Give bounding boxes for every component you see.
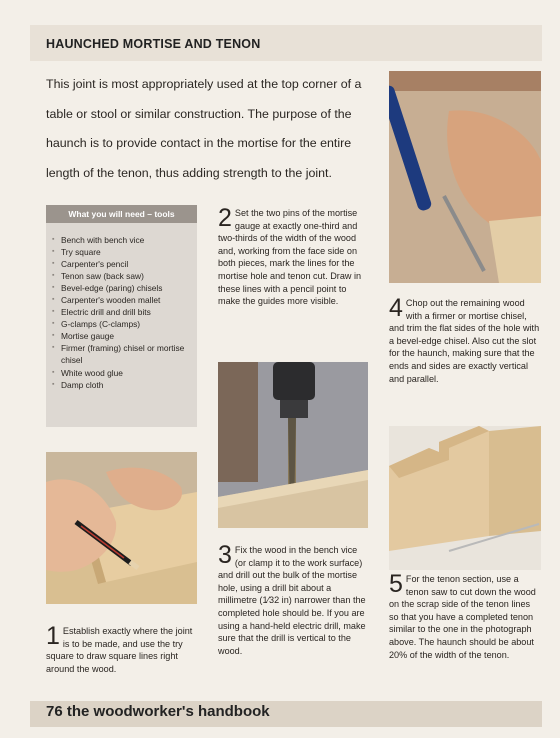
step-text: Set the two pins of the mortise gauge at exactly one-third and two-thirds of the width of the wood and, working from the face side on both pieces, mark the lines for the mortise hole and tenon cut. Draw in these lines with a pencil point to make the guides more visible. [218, 208, 362, 307]
drilling-photo [218, 362, 368, 528]
list-item: ▪ Try square [52, 246, 198, 258]
list-item: ▪ White wood glue [52, 367, 198, 379]
page-number: 76 [46, 703, 63, 720]
tools-box-heading: What you will need – tools [46, 205, 197, 223]
list-item: ▪ Carpenter's pencil [52, 258, 198, 270]
list-item: ▪ Carpenter's wooden mallet [52, 294, 198, 306]
step-number: 4 [389, 294, 403, 322]
page-footer [46, 703, 270, 720]
step-number: 5 [389, 570, 403, 598]
step-text: Fix the wood in the bench vice (or clamp it to the work surface) and drill out the bulk of the mortise hole, using a drill bit about a millimetre (1⁄32 in) narrower than the completed hole should be. If you are using a hand-held electric drill, make sure that the drill is vertical to the wood. [218, 545, 366, 656]
list-item: ▪ Bevel-edge (paring) chisels [52, 282, 198, 294]
step-1 [46, 622, 197, 675]
tools-list [52, 234, 198, 391]
list-item: ▪ Damp cloth [52, 379, 198, 391]
step-number: 3 [218, 541, 232, 569]
step-text: Establish exactly where the joint is to be made, and use the try square to draw square lines right around the wood. [46, 626, 193, 674]
list-item: ▪ Mortise gauge [52, 330, 198, 342]
book-title: the woodworker's handbook [66, 703, 270, 720]
step-number: 1 [46, 622, 60, 650]
step-3 [218, 541, 368, 657]
list-item: ▪ Electric drill and drill bits [52, 306, 198, 318]
page-title: HAUNCHED MORTISE AND TENON [46, 37, 261, 51]
marking-photo [46, 452, 197, 604]
chiseling-photo [389, 71, 541, 283]
step-4 [389, 294, 541, 385]
step-number: 2 [218, 204, 232, 232]
step-2 [218, 204, 368, 308]
list-item: ▪ Firmer (framing) chisel or mortise chisel [52, 342, 198, 366]
list-item: ▪ G-clamps (C-clamps) [52, 318, 198, 330]
step-text: Chop out the remaining wood with a firmer or mortise chisel, and trim the flat sides of the hole with a bevel-edge chisel. Also cut the slot for the haunch, making sure that the ends and sides are exactly vertical and parallel. [389, 298, 540, 384]
tenon-photo [389, 426, 541, 570]
step-text: For the tenon section, use a tenon saw to cut down the wood on the scrap side of the tenon lines so that you have a completed tenon similar to the one in the photograph above. The haunch should be about 20% of the width of the tenon. [389, 574, 536, 660]
list-item: ▪ Tenon saw (back saw) [52, 270, 198, 282]
intro-paragraph: This joint is most appropriately used at the top corner of a table or stool or similar construction. The purpose of the haunch is to provide contact in the mortise for the entire length of the tenon, thus adding strength to the joint. [46, 77, 362, 180]
list-item: ▪ Bench with bench vice [52, 234, 198, 246]
step-5 [389, 570, 541, 661]
